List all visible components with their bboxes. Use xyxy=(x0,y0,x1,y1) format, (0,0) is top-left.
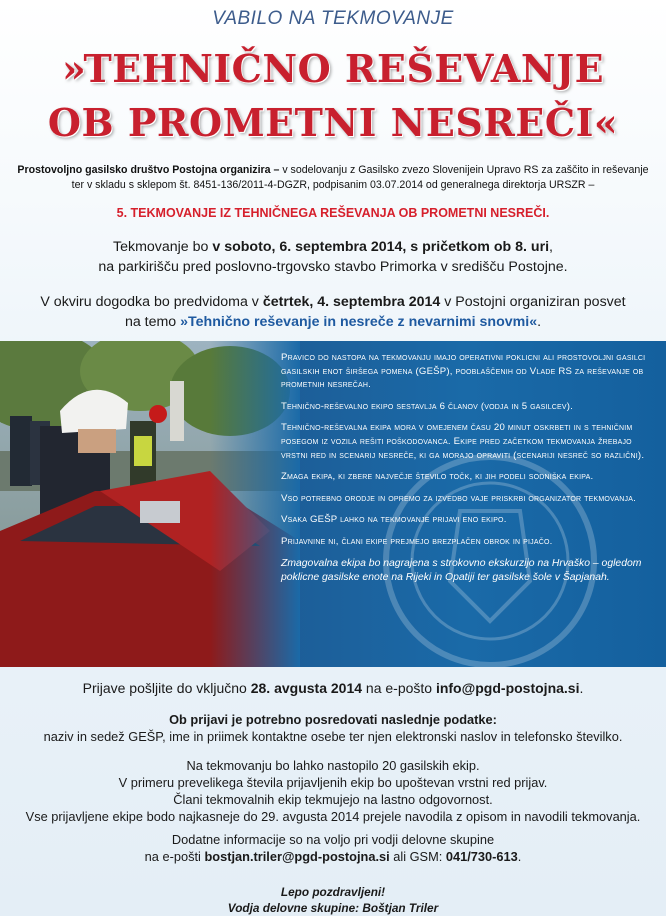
contact-mid: ali GSM: xyxy=(389,849,446,864)
apply-mid: na e-pošto xyxy=(362,680,436,696)
rule-item: Zmaga ekipa, ki zbere največje število točk, ki jih podeli sodniška ekipa. xyxy=(281,471,594,483)
rule-item: Prijavnine ni, člani ekipe prejmejo brezplačen obrok in pijačo. xyxy=(281,535,553,547)
notes-paragraph xyxy=(0,757,666,825)
intro-rest: v sodelovanju z Gasilsko zvezo Slovenijein Upravo RS za zaščito in reševanje xyxy=(279,164,649,176)
competition-heading: 5. TEKMOVANJE IZ TEHNIČNEGA REŠEVANJA OB PROMETNI NESREČI. xyxy=(116,206,550,220)
apply-deadline: 28. avgusta 2014 xyxy=(250,680,363,696)
note-line: Vse prijavljene ekipe bodo najkasneje do 29. avgusta 2014 prejele navodila z opisom in navodili tekmovanja. xyxy=(25,809,641,824)
contact-line-1: Dodatne informacije so na voljo pri vodji delovne skupine xyxy=(171,832,495,847)
required-data-paragraph xyxy=(0,711,666,745)
title-line-2: OB PROMETNI NESREČI« xyxy=(47,100,619,145)
seminar-topic-prefix: na temo xyxy=(124,314,181,330)
intro-text xyxy=(12,163,654,193)
invite-heading: VABILO NA TEKMOVANJE xyxy=(212,8,454,29)
closing xyxy=(0,884,666,916)
seminar-paragraph xyxy=(0,292,666,332)
title-line-1: »TEHNIČNO REŠEVANJE xyxy=(61,46,605,91)
firefighter-photo xyxy=(0,341,300,667)
rule-item: Pravico do nastopa na tekmovanju imajo operativni poklicni ali prostovoljni gasilci gasilskih enot širšega pomena (GEŠP), pooblaščenih od Vlade RS za reševanje ob prometnih nesrečah. xyxy=(281,352,646,391)
contact-prefix: na e-pošti xyxy=(144,849,205,864)
intro-line-2: ter v skladu s sklepom št. 8451-136/2011-4-DGZR, podpisanim 03.07.2014 od generalnega direktorja URSZR – xyxy=(71,179,595,191)
event-date-paragraph xyxy=(0,237,666,277)
apply-suffix: . xyxy=(579,680,584,696)
rule-item: Tehnično-reševalno ekipo sestavlja 6 članov (vodja in 5 gasilcev). xyxy=(281,400,574,412)
contact-paragraph xyxy=(0,831,666,865)
event-date: v soboto, 6. septembra 2014, s pričetkom ob 8. uri xyxy=(212,239,550,255)
closing-greeting: Lepo pozdravljeni! xyxy=(280,885,386,899)
contact-email-link[interactable]: bostjan.triler@pgd-postojna.si xyxy=(204,849,390,864)
prize-text: Zmagovalna ekipa bo nagrajena s strokovno ekskurzijo na Hrvaško – ogledom poklicne gasilske enote na Rijeki in Opatiji ter gasilske šole v Šapjanah. xyxy=(281,557,642,583)
seminar-suffix: v Postojni organiziran posvet xyxy=(440,294,626,310)
rule-item: Vsaka GEŠP lahko na tekmovanje prijavi eno ekipo. xyxy=(281,514,507,526)
note-line: Na tekmovanju bo lahko nastopilo 20 gasilskih ekip. xyxy=(186,758,480,773)
seminar-prefix: V okviru dogodka bo predvidoma v xyxy=(40,294,263,310)
note-line: V primeru prevelikega števila prijavljenih ekip bo upoštevan vrstni red prijav. xyxy=(118,775,548,790)
application-paragraph xyxy=(0,680,666,696)
seminar-topic: »Tehnično reševanje in nesreče z nevarnimi snovmi« xyxy=(180,314,538,330)
event-date-suffix: , xyxy=(549,239,553,255)
rules-panel xyxy=(0,341,666,667)
contact-phone: 041/730-613 xyxy=(445,849,518,864)
contact-suffix: . xyxy=(517,849,522,864)
closing-signature: Vodja delovne skupine: Boštjan Triler xyxy=(227,901,439,915)
apply-prefix: Prijave pošljite do vključno xyxy=(82,680,251,696)
event-location: na parkirišču pred poslovno-trgovsko stavbo Primorka v središču Postojne. xyxy=(98,259,568,275)
note-line: Člani tekmovalnih ekip tekmujejo na lastno odgovornost. xyxy=(173,792,493,807)
seminar-topic-suffix: . xyxy=(537,314,542,330)
required-text: naziv in sedež GEŠP, ime in priimek kontaktne osebe ter njen elektronski naslov in telefonsko številko. xyxy=(43,729,623,744)
apply-email-link[interactable]: info@pgd-postojna.si xyxy=(435,680,580,696)
organizer-name: Prostovoljno gasilsko društvo Postojna organizira – xyxy=(17,164,280,176)
rules-list xyxy=(281,351,657,593)
event-date-prefix: Tekmovanje bo xyxy=(113,239,213,255)
rule-item: Vso potrebno orodje in opremo za izvedbo vaje priskrbi organizator tekmovanja. xyxy=(281,492,636,504)
seminar-date: četrtek, 4. septembra 2014 xyxy=(262,294,441,310)
required-heading: Ob prijavi je potrebno posredovati naslednje podatke: xyxy=(169,712,497,727)
rule-item: Tehnično-reševalna ekipa mora v omejenem času 20 minut oskrbeti in s tehničnim posegom iz vozila rešiti poškodovanca. Ekipe pred začetkom tekmovanja žrebajo vrstni red in scenarij nesreče, ki ga morajo opraviti (scenariji nesreč so različni). xyxy=(281,422,645,461)
